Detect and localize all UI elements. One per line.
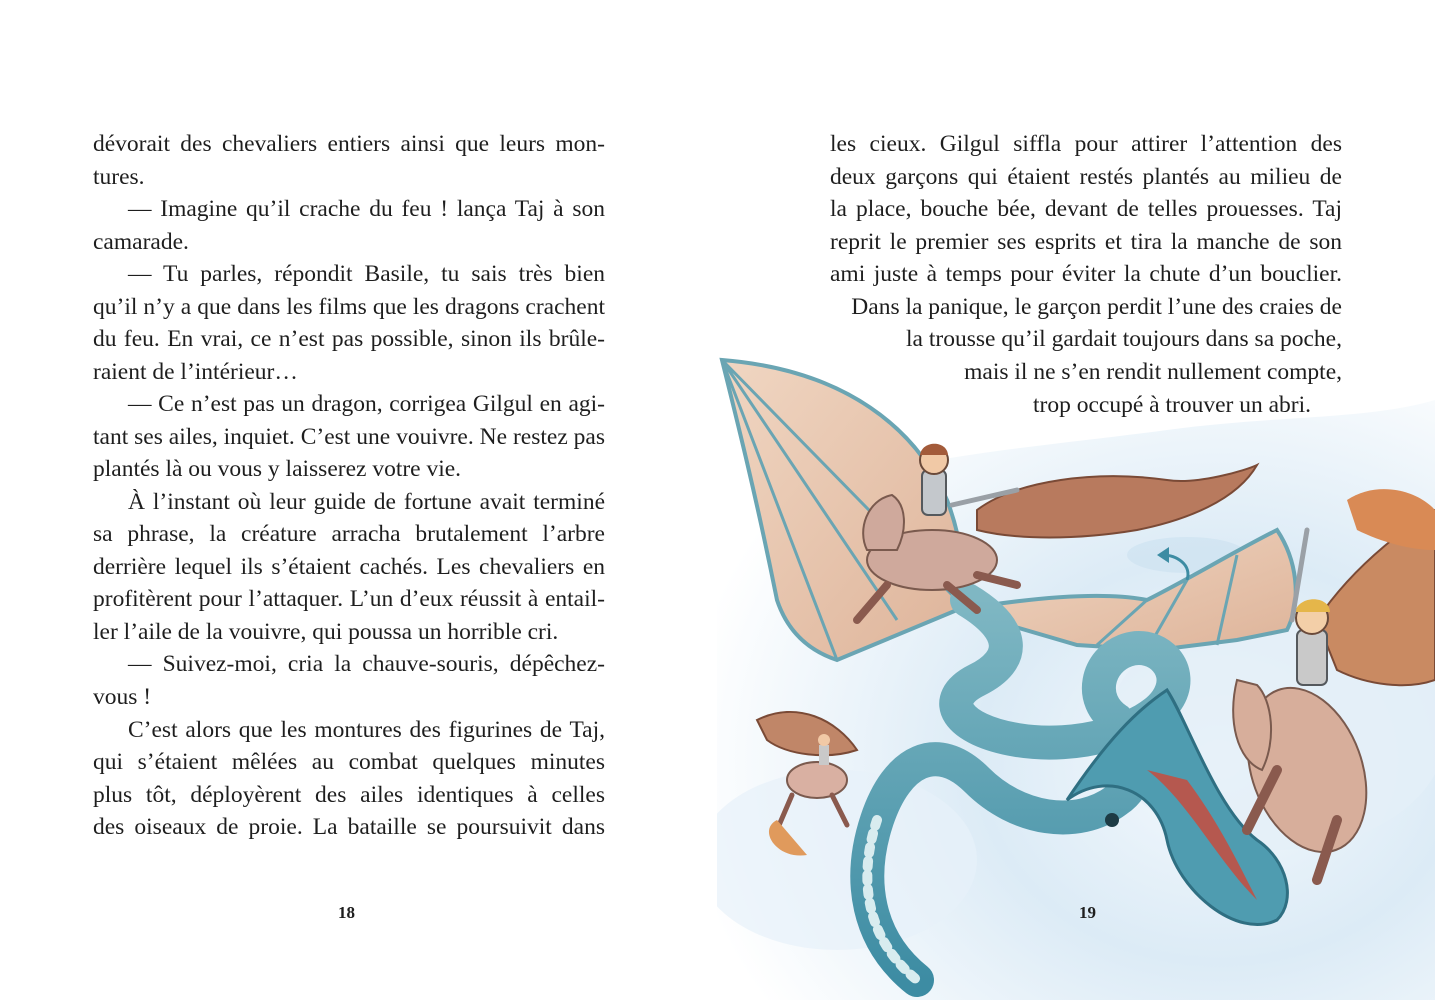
text-line: deux garçons qui étaient restés plantés au milieu de	[830, 164, 1342, 190]
text-line: profitèrent pour l’attaquer. L’un d’eux réussit à entail-	[93, 586, 605, 612]
text-line: raient de l’intérieur…	[93, 359, 298, 385]
text-line: dévorait des chevaliers entiers ainsi que leurs mon-	[93, 131, 605, 157]
text-line: les cieux. Gilgul siffla pour attirer l’attention des	[830, 131, 1342, 157]
text-line: ami juste à temps pour éviter la chute d’un bouclier.	[830, 261, 1342, 287]
text-line: C’est alors que les montures des figurines de Taj,	[128, 717, 605, 743]
text-line: — Ce n’est pas un dragon, corrigea Gilgul en agi-	[128, 391, 605, 417]
text-line: qu’il n’y a que dans les films que les dragons crachent	[93, 294, 605, 320]
text-line: plus tôt, déployèrent des ailes identiques à celles	[93, 782, 605, 808]
text-line: reprit le premier ses esprits et tira la manche de son	[830, 229, 1342, 255]
dragon-eye	[1105, 813, 1119, 827]
right-page	[717, 0, 1435, 1000]
text-line: — Suivez-moi, cria la chauve-souris, dépêchez-	[128, 651, 605, 677]
text-line: du feu. En vrai, ce n’est pas possible, sinon ils brûle-	[93, 326, 605, 352]
text-line: Dans la panique, le garçon perdit l’une des craies de	[851, 294, 1342, 320]
text-line: sa phrase, la créature arracha brutalement l’arbre	[93, 521, 605, 547]
text-line: tant ses ailes, inquiet. C’est une vouivre. Ne restez pas	[93, 424, 605, 450]
page-number: 19	[1079, 903, 1096, 922]
text-line: À l’instant où leur guide de fortune avait terminé	[128, 489, 605, 515]
text-line: ler l’aile de la vouivre, qui poussa un horrible cri.	[93, 619, 559, 645]
left-page	[0, 0, 717, 1000]
text-line: mais il ne s’en rendit nullement compte,	[964, 359, 1342, 385]
text-line: plantés là ou vous y laisserez votre vie.	[93, 456, 462, 482]
text-line: qui s’étaient mêlées au combat quelques minutes	[93, 749, 605, 775]
text-line: derrière lequel ils s’étaient cachés. Les chevaliers en	[93, 554, 605, 580]
text-line: vous !	[93, 684, 152, 710]
text-line: — Imagine qu’il crache du feu ! lança Taj à son	[128, 196, 605, 222]
text-line: trop occupé à trouver un abri.	[1033, 392, 1311, 418]
text-line: la trousse qu’il gardait toujours dans sa poche,	[906, 326, 1342, 352]
page-number: 18	[338, 903, 355, 922]
text-line: camarade.	[93, 229, 189, 255]
text-line: tures.	[93, 164, 145, 190]
text-line: — Tu parles, répondit Basile, tu sais très bien	[128, 261, 605, 287]
text-line: la place, bouche bée, devant de telles prouesses. Taj	[830, 196, 1342, 222]
text-line: des oiseaux de proie. La bataille se poursuivit dans	[93, 814, 605, 840]
